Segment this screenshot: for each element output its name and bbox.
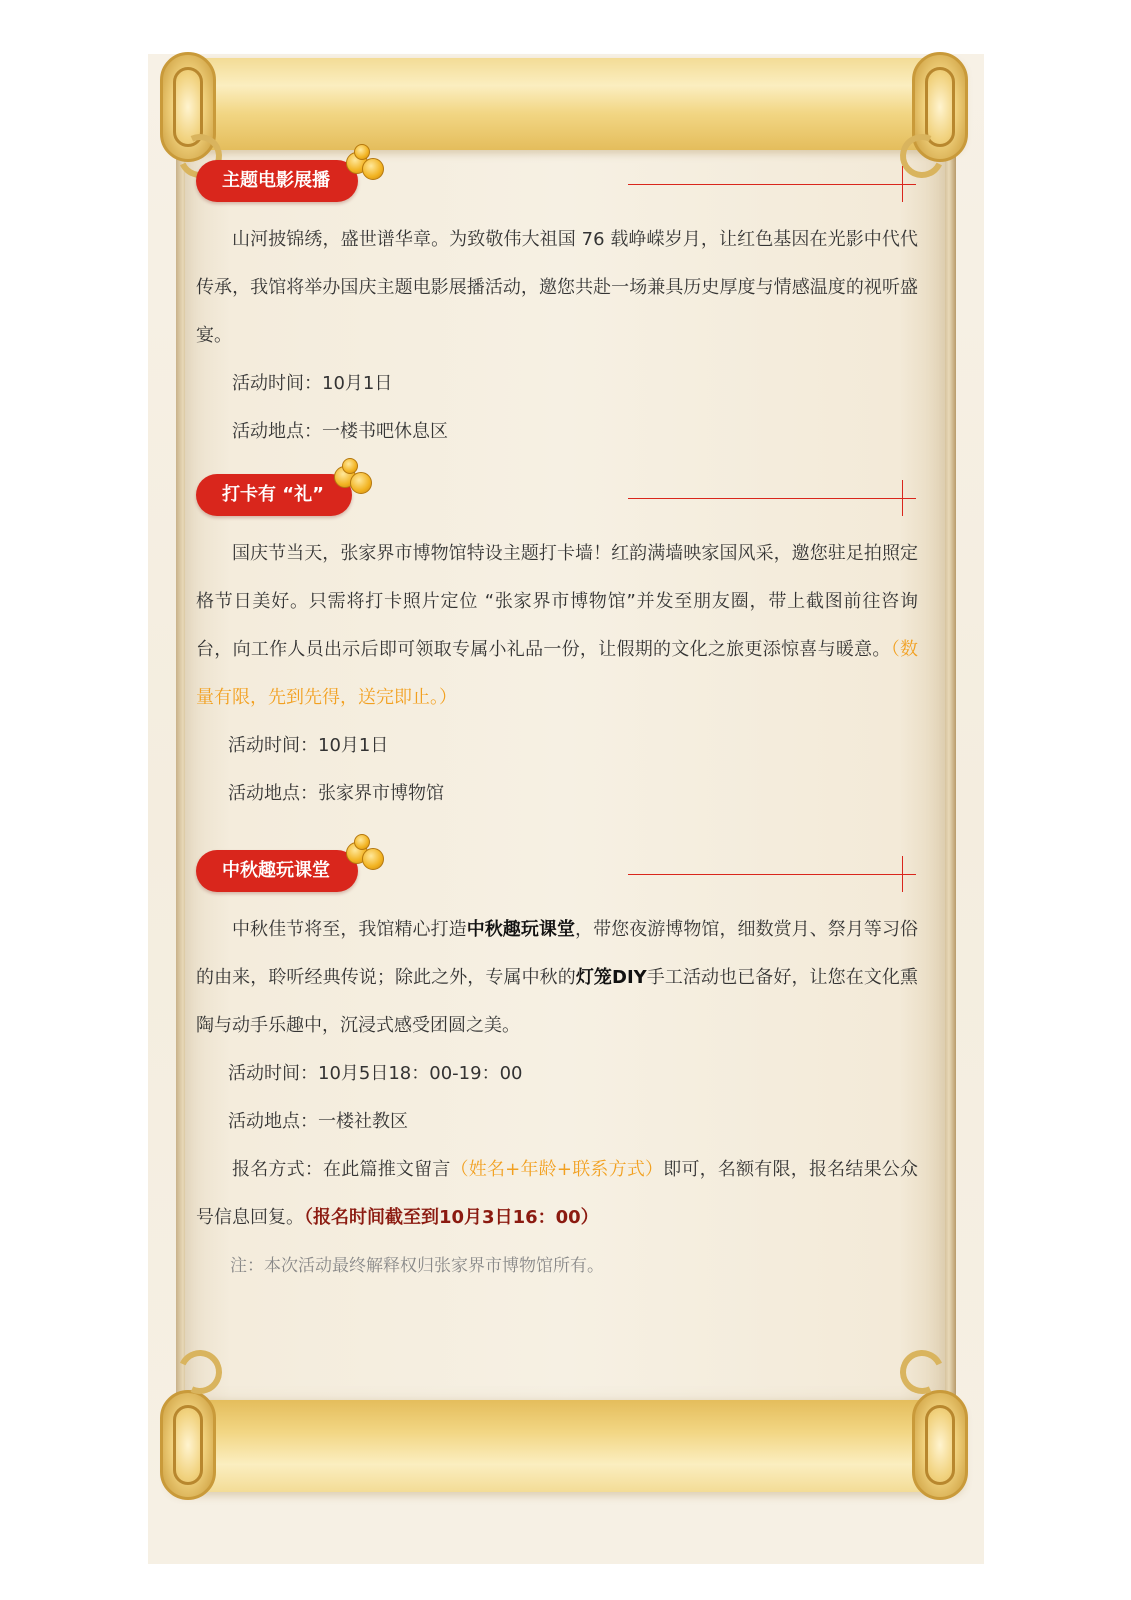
section-title: 中秋趣玩课堂 (196, 850, 358, 892)
scroll-roller-top (168, 58, 964, 150)
mooncake-icon (334, 464, 380, 494)
section-body: 山河披锦绣，盛世谱华章。为致敬伟大祖国 76 载峥嵘岁月，让红色基因在光影中代代传承，我馆将举办国庆主题电影展播活动，邀您共赴一场兼具历史厚度与情感温度的视听盛宴。 (196, 229, 918, 346)
section-header (196, 464, 918, 528)
signup-fields: （姓名+年龄+联系方式） (450, 1159, 664, 1180)
event-place: 活动地点：一楼社教区 (228, 1111, 408, 1132)
highlight-lantern-diy: 灯笼DIY (575, 967, 647, 988)
section-title: 打卡有 “礼” (196, 474, 352, 516)
highlight-class-name: 中秋趣玩课堂 (466, 919, 576, 940)
section-body: 中秋佳节将至，我馆精心打造中秋趣玩课堂，带您夜游博物馆，细数赏月、祭月等习俗的由来，聆听经典传说；除此之外，专属中秋的灯笼DIY手工活动也已备好，让您在文化熏陶与动手乐趣中，沉浸式感受团圆之美。 (196, 919, 919, 1036)
article-content (196, 150, 918, 1290)
event-time: 活动时间：10月5日18：00-19：00 (228, 1063, 523, 1084)
divider-line (628, 498, 916, 499)
divider-tick (902, 856, 903, 892)
section-header (196, 840, 918, 904)
divider-tick (902, 480, 903, 516)
roller-cap-icon (912, 1390, 968, 1500)
divider-tick (902, 166, 903, 202)
signup-info: 报名方式：在此篇推文留言（姓名+年龄+联系方式）即可，名额有限，报名结果公众号信息回复。（报名时间截至到10月3日16：00） (196, 1159, 918, 1228)
section-title: 主题电影展播 (196, 160, 358, 202)
quantity-note: （数量有限，先到先得，送完即止。） (196, 639, 919, 708)
roller-cap-icon (160, 1390, 216, 1500)
scroll-roller-bottom (168, 1400, 964, 1492)
section-header (196, 150, 918, 214)
divider-line (628, 184, 916, 185)
event-place: 活动地点：张家界市博物馆 (228, 783, 444, 804)
footer-note: 注：本次活动最终解释权归张家界市博物馆所有。 (230, 1256, 604, 1276)
signup-deadline: （报名时间截至到10月3日16：00） (304, 1207, 599, 1228)
event-place: 活动地点：一楼书吧休息区 (232, 421, 448, 442)
section-body: 国庆节当天，张家界市博物馆特设主题打卡墙！红韵满墙映家国风采，邀您驻足拍照定格节日美好。只需将打卡照片定位 “张家界市博物馆”并发至朋友圈，带上截图前往咨询台，向工作人员出示后即可领取专属小礼品一份，让假期的文化之旅更添惊喜与暖意。（数量有限，先到先得，送完即止。） (196, 543, 919, 708)
event-time: 活动时间：10月1日 (228, 735, 389, 756)
divider-line (628, 874, 916, 875)
mooncake-icon (346, 840, 392, 870)
event-time: 活动时间：10月1日 (232, 373, 393, 394)
mooncake-icon (346, 150, 392, 180)
